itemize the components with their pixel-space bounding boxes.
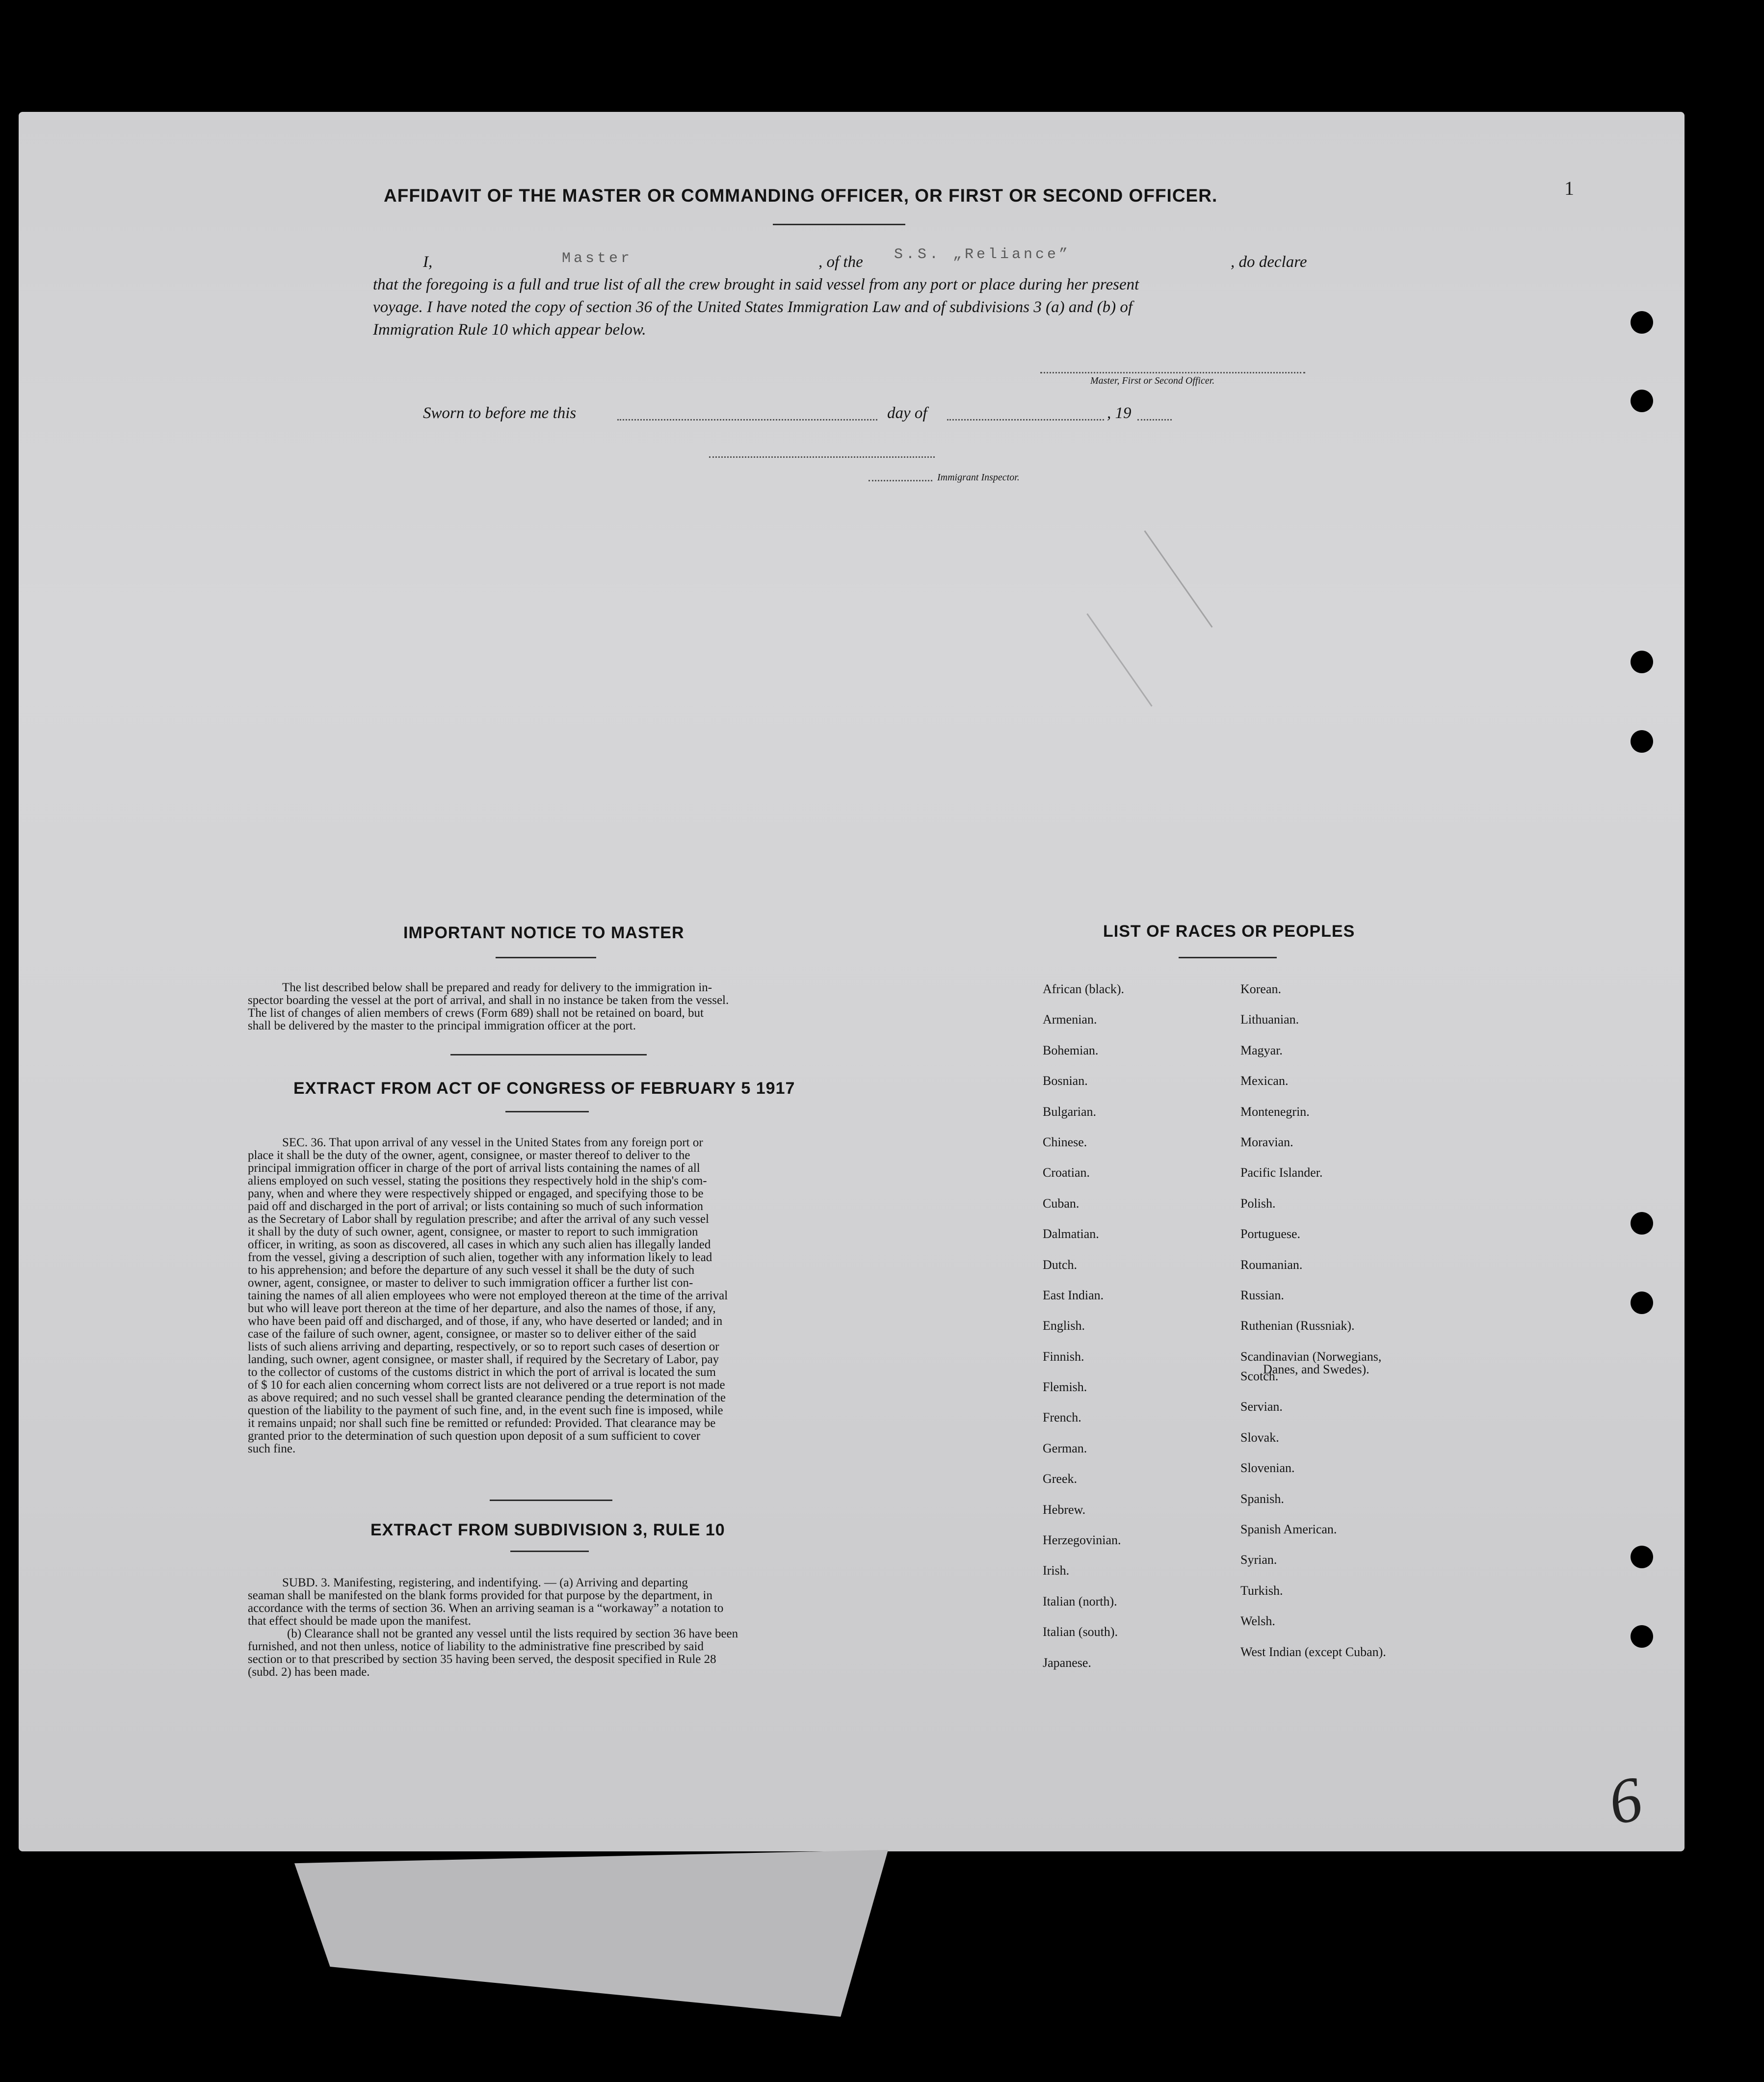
race-item: Magyar. (1240, 1043, 1283, 1057)
act-line: such fine. (248, 1442, 296, 1455)
punch-hole (1631, 651, 1653, 673)
race-item: Slovenian. (1240, 1461, 1295, 1476)
act-line: who have been paid off and discharged, and of those, if any, who have deserted or landed; and in (248, 1315, 723, 1328)
handwritten-page-number: 6 (1602, 1763, 1649, 1839)
notice-body (248, 981, 846, 1032)
rule-line: section or to that prescribed by section 35 having been served, the desposit specified in Rule 28 (248, 1653, 716, 1666)
race-item: Portuguese. (1240, 1227, 1301, 1241)
rule-line: seaman shall be manifested on the blank forms provided for that purpose by the department, in (248, 1589, 712, 1602)
race-item: Mexican. (1240, 1074, 1289, 1088)
race-item: English. (1043, 1318, 1085, 1333)
rule-body (248, 1577, 846, 1679)
race-item: Slovak. (1240, 1430, 1279, 1445)
race-item: Pacific Islander. (1240, 1165, 1323, 1180)
race-item: Spanish. (1240, 1491, 1284, 1506)
act-line: question of the liability to the payment of such fine, and, in the event such fine is imposed, while (248, 1404, 723, 1417)
notice-line: The list described below shall be prepared and ready for delivery to the immigration in- (282, 981, 712, 994)
affidavit-line-2: that the foregoing is a full and true list of all the crew brought in said vessel from any port or place during her present (373, 276, 1139, 293)
typed-master: Master (562, 250, 633, 267)
race-item: Bulgarian. (1043, 1104, 1097, 1119)
paper-tab (294, 1850, 888, 2017)
act-body (248, 1136, 846, 1455)
act-line: SEC. 36. That upon arrival of any vessel in the United States from any foreign port or (282, 1136, 703, 1149)
affidavit-line-1 (423, 251, 432, 273)
race-item: Ruthenian (Russniak). (1240, 1318, 1355, 1333)
act-line: officer, in writing, as soon as discovered, all cases in which any such alien has illegally landed (248, 1238, 711, 1251)
act-line: it remains unpaid; nor shall such fine be remitted or refunded: Provided. That clearance may be (248, 1417, 716, 1430)
act-line: paid off and discharged in the port of arrival; or lists containing so much of such information (248, 1200, 704, 1213)
affidavit-title: AFFIDAVIT OF THE MASTER OR COMMANDING OFFICER, OR FIRST OR SECOND OFFICER. (384, 185, 1218, 206)
race-item: Spanish American. (1240, 1522, 1337, 1537)
punch-hole (1631, 311, 1653, 334)
act-title: EXTRACT FROM ACT OF CONGRESS OF FEBRUARY 5 1917 (293, 1079, 795, 1098)
rule-title: EXTRACT FROM SUBDIVISION 3, RULE 10 (370, 1521, 725, 1539)
race-item: Moravian. (1240, 1134, 1293, 1149)
rule-line: accordance with the terms of section 36. When an arriving seaman is a “workaway” a notation to (248, 1602, 724, 1615)
title-rule (773, 224, 905, 225)
punch-hole (1631, 1546, 1653, 1568)
act-line: as above required; and no such vessel shall be granted clearance pending the determination of the (248, 1391, 726, 1404)
act-line: as the Secretary of Labor shall by regulation prescribe; and after the arrival of any such vessel (248, 1212, 709, 1226)
race-item: Italian (south). (1043, 1625, 1118, 1639)
race-item: Roumanian. (1240, 1257, 1303, 1272)
notice-line: shall be delivered by the master to the principal immigration officer at the port. (248, 1019, 636, 1032)
punch-hole (1631, 1291, 1653, 1314)
inspector-signature-line (709, 456, 935, 458)
punch-hole (1631, 730, 1653, 753)
notice-line: The list of changes of alien members of crews (Form 689) shall not be retained on board, but (248, 1006, 704, 1020)
rule-line: (b) Clearance shall not be granted any vessel until the lists required by section 36 have been (287, 1627, 738, 1640)
races-column-2 (1240, 983, 1386, 1676)
act-line: but who will leave port thereon at the time of her departure, and also the names of those, if any, (248, 1302, 716, 1315)
race-item: Turkish. (1240, 1583, 1283, 1598)
race-item-continuation: Danes, and Swedes). (1263, 1362, 1369, 1376)
race-item: West Indian (except Cuban). (1240, 1644, 1386, 1659)
affidavit-of-the: , of the (818, 253, 863, 271)
race-item: Syrian. (1240, 1553, 1277, 1567)
act-rule (505, 1111, 589, 1112)
notice-title: IMPORTANT NOTICE TO MASTER (403, 923, 685, 942)
typed-vessel-name: S.S. „Reliance” (894, 246, 1071, 263)
act-line: aliens employed on such vessel, stating the positions they respectively hold in the ship's com- (248, 1174, 707, 1187)
signature-caption: Master, First or Second Officer. (1090, 375, 1215, 386)
race-item: Irish. (1043, 1563, 1070, 1578)
race-item: Servian. (1240, 1399, 1283, 1414)
race-item: Finnish. (1043, 1349, 1084, 1364)
sworn-label: Sworn to before me this (423, 404, 577, 422)
race-item: Greek. (1043, 1472, 1078, 1486)
act-line: to the collector of customs of the customs district in which the port of arrival is located the sum (248, 1366, 716, 1379)
act-line: lists of such aliens arriving and departing, respectively, or so to report such cases of desertion or (248, 1340, 719, 1353)
race-item: Montenegrin. (1240, 1104, 1310, 1119)
act-line: place it shall be the duty of the owner, agent, consignee, or master thereof to deliver to the (248, 1149, 690, 1162)
notice-line: spector boarding the vessel at the port of arrival, and shall in no instance be taken from the vessel. (248, 994, 729, 1007)
race-item: Scotch. (1240, 1369, 1279, 1384)
act-line: of $ 10 for each alien concerning whom correct lists are not delivered or a true report is not made (248, 1378, 725, 1392)
act-line: granted prior to the determination of such question upon deposit of a sum sufficient to cover (248, 1429, 701, 1443)
race-item: Bohemian. (1043, 1043, 1099, 1057)
race-item: Armenian. (1043, 1012, 1097, 1027)
race-item: Bosnian. (1043, 1074, 1088, 1088)
punch-hole (1631, 1212, 1653, 1235)
year-line (1137, 419, 1172, 421)
affidavit-line-3: voyage. I have noted the copy of section 36 of the United States Immigration Law and of subdivisions 3 (a) and (b) of (373, 298, 1133, 316)
race-item: Flemish. (1043, 1380, 1087, 1395)
notice-rule (496, 957, 596, 958)
race-item: Herzegovinian. (1043, 1533, 1121, 1548)
act-line: it shall by the duty of such owner, agent, consignee, or master to report to such immigration (248, 1225, 698, 1239)
rule-line: (subd. 2) has been made. (248, 1665, 370, 1679)
margin-tick: 1 (1564, 177, 1574, 199)
affidavit-declare: , do declare (1231, 253, 1307, 271)
race-item: Dutch. (1043, 1257, 1078, 1272)
race-item: Chinese. (1043, 1134, 1087, 1149)
signature-line (1040, 372, 1305, 373)
rule-rule (510, 1551, 589, 1552)
race-item: Russian. (1240, 1288, 1284, 1302)
race-item: Hebrew. (1043, 1502, 1086, 1517)
rule-line: furnished, and not then unless, notice of liability to the administrative fine prescribed by said (248, 1640, 704, 1653)
sworn-date-line (617, 419, 877, 421)
act-line: to his apprehension; and before the departure of any such vessel it shall be the duty of such (248, 1264, 695, 1277)
race-item: Dalmatian. (1043, 1227, 1099, 1241)
race-item: Polish. (1240, 1196, 1276, 1211)
races-rule (1179, 957, 1277, 958)
race-item: Italian (north). (1043, 1594, 1117, 1608)
rule-line: that effect should be made upon the manifest. (248, 1614, 471, 1628)
act-line: principal immigration officer in charge of the port of arrival lists containing the names of all (248, 1161, 700, 1175)
race-item: French. (1043, 1410, 1081, 1425)
race-item: East Indian. (1043, 1288, 1104, 1302)
race-item: Welsh. (1240, 1614, 1275, 1629)
day-of-label: day of (887, 404, 927, 422)
affidavit-i: I, (423, 253, 433, 271)
year-label: , 19 (1107, 404, 1132, 422)
act-line: from the vessel, giving a description of such alien, together with any information likely to lead (248, 1251, 712, 1264)
punch-hole (1631, 1625, 1653, 1648)
notice-end-rule (450, 1054, 647, 1055)
race-item: Lithuanian. (1240, 1012, 1299, 1027)
races-title: LIST OF RACES OR PEOPLES (1103, 922, 1355, 941)
act-end-rule (490, 1500, 612, 1501)
race-item: Korean. (1240, 982, 1282, 996)
act-line: owner, agent, consignee, or master to deliver to such immigration officer a further list con- (248, 1276, 693, 1290)
race-item: German. (1043, 1441, 1087, 1455)
inspector-signature-line (869, 480, 932, 481)
punch-hole (1631, 390, 1653, 412)
race-item: African (black). (1043, 982, 1125, 996)
race-item: Cuban. (1043, 1196, 1079, 1211)
act-line: taining the names of all alien employees who were not employed thereon at the time of the arrival (248, 1289, 728, 1302)
rule-line: SUBD. 3. Manifesting, registering, and indentifying. — (a) Arriving and departing (282, 1576, 688, 1589)
races-column-1 (1043, 983, 1124, 1687)
act-line: case of the failure of such owner, agent, consignee, or master so to deliver either of the said (248, 1327, 696, 1341)
inspector-caption: Immigrant Inspector. (937, 472, 1020, 483)
affidavit-line-4: Immigration Rule 10 which appear below. (373, 321, 646, 339)
race-item: Croatian. (1043, 1165, 1090, 1180)
act-line: pany, when and where they were respectively shipped or engaged, and specifying those to be (248, 1187, 704, 1200)
race-item: Japanese. (1043, 1655, 1091, 1670)
race-item: Scandinavian (Norwegians, (1240, 1349, 1382, 1364)
act-line: landing, such owner, agent consignee, or master shall, if required by the Secretary of Labor, pay (248, 1353, 719, 1366)
month-line (947, 419, 1104, 421)
